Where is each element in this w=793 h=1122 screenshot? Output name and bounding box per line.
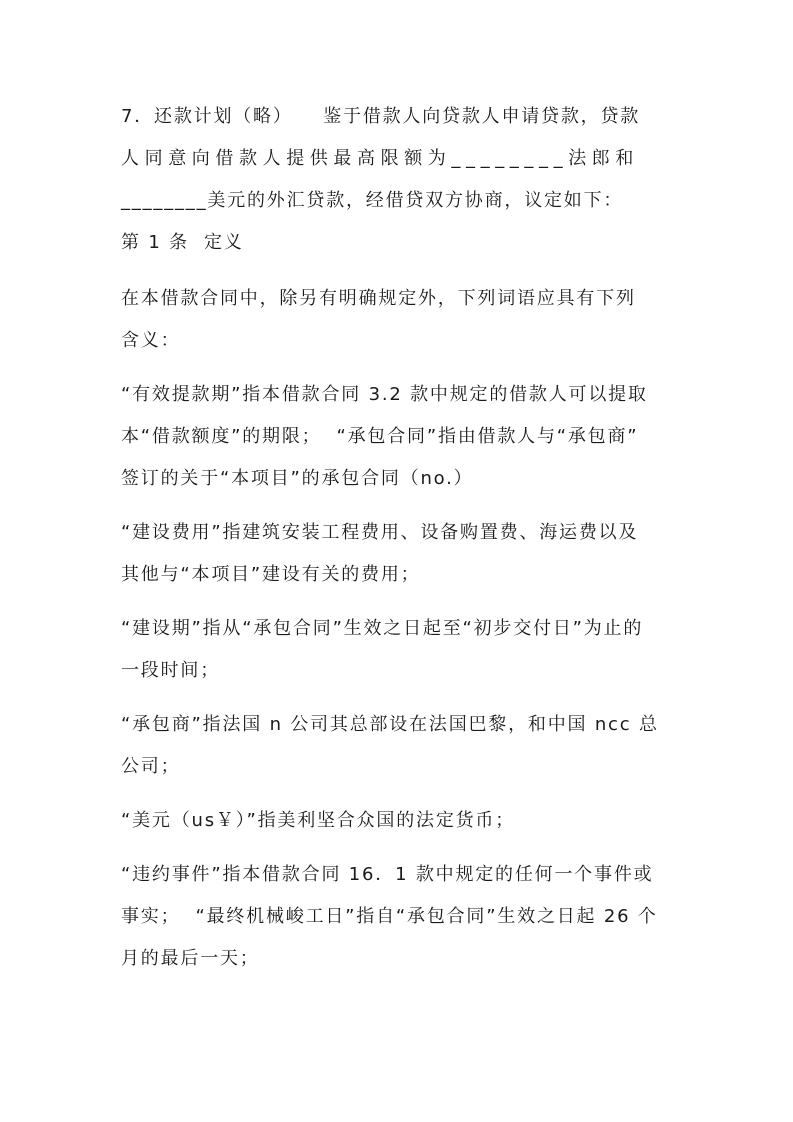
paragraph-repayment-line: ________美元的外汇贷款，经借贷双方协商，议定如下： (121, 190, 624, 211)
definition-final-completion-line: 月的最后一天； (121, 948, 260, 969)
definition-drawdown-period-line: 本“借款额度”的期限； “承包合同”指由借款人与“承包商” (121, 426, 639, 447)
definition-contract-line: 签订的关于“本项目”的承包合同（no.） (121, 468, 474, 489)
paragraph-definitions-intro-line: 在本借款合同中，除另有明确规定外，下列词语应具有下列 (121, 288, 636, 309)
definition-drawdown-period-line: “有效提款期”指本借款合同 3.2 款中规定的借款人可以提取 (121, 384, 648, 405)
paragraph-definitions-intro-line: 含义： (121, 330, 181, 351)
definition-default-event-line: “违约事件”指本借款合同 16．1 款中规定的任何一个事件或 (121, 864, 654, 885)
definition-construction-period-line: 一段时间； (121, 660, 220, 681)
definition-default-event-line: 事实； “最终机械峻工日”指自“承包合同”生效之日起 26 个 (121, 906, 658, 927)
definition-contractor-line: 公司； (121, 756, 181, 777)
paragraph-repayment-line: 人同意向借款人提供最高限额为________法郎和 (121, 148, 639, 169)
article-heading: 第 1 条 定义 (121, 232, 244, 253)
definition-construction-cost-line: “建设费用”指建筑安装工程费用、设备购置费、海运费以及 (121, 522, 639, 543)
definition-usd-line: “美元（us￥）”指美利坚合众国的法定货币； (121, 810, 516, 831)
definition-construction-period-line: “建设期”指从“承包合同”生效之日起至“初步交付日”为止的 (121, 618, 644, 639)
paragraph-repayment-line: 7．还款计划（略） 鉴于借款人向贷款人申请贷款，贷款 (121, 106, 641, 127)
definition-contractor-line: “承包商”指法国 n 公司其总部设在法国巴黎，和中国 ncc 总 (121, 714, 659, 735)
definition-construction-cost-line: 其他与“本项目”建设有关的费用； (121, 564, 421, 585)
